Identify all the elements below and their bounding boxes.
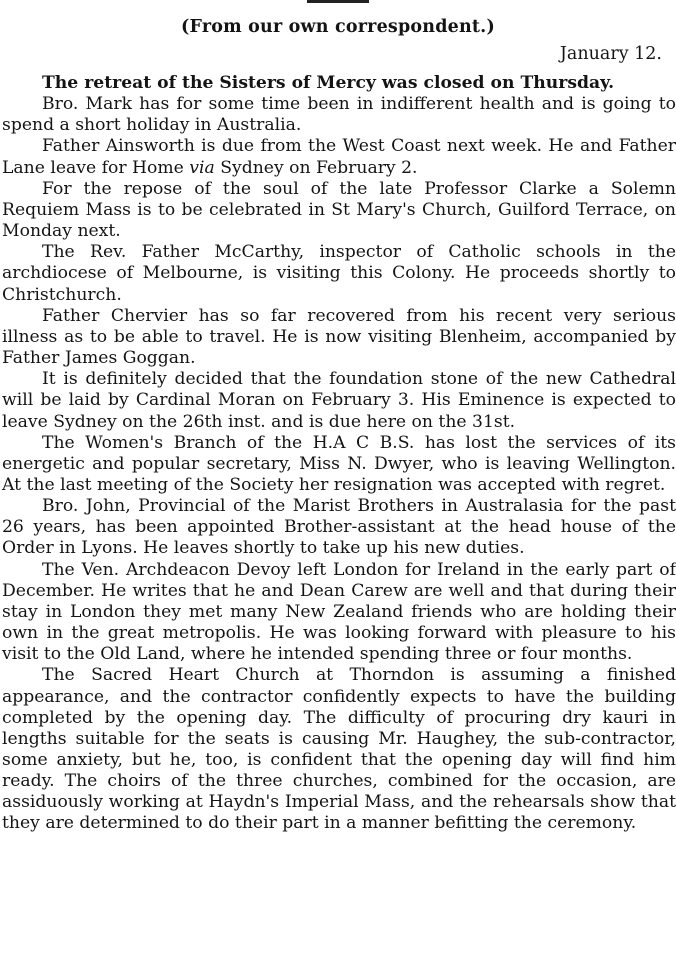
paragraph-womens-branch: The Women's Branch of the H.A C B.S. has lost the services of its energetic and popular secretary, Miss N. Dwyer, who is leaving Wellington. At the last meeting of the Society her resignation was accepted with regret. bbox=[2, 432, 676, 495]
paragraph-sacred-heart-church: The Sacred Heart Church at Thorndon is assuming a finished appearance, and the contractor confidently expects to have the building completed by the opening day. The difficulty of procuring dry kauri in lengths suitable for the seats is causing Mr. Haughey, the sub-contractor, some anxiety, but he, too, is confident that the opening day will find him ready. The choirs of the three churches, combined for the occasion, are assiduously working at Haydn's Imperial Mass, and the rehearsals show that they are determined to do their part in a manner befitting the ceremony. bbox=[2, 665, 676, 834]
paragraph-cathedral-stone: It is definitely decided that the foundation stone of the new Cathedral will be laid by Cardinal Moran on February 3. His Eminence is expected to leave Sydney on the 26th inst. and is due here on the 31st. bbox=[2, 369, 676, 432]
paragraph-retreat: The retreat of the Sisters of Mercy was closed on Thursday. bbox=[42, 73, 615, 93]
paragraph-requiem-mass: For the repose of the soul of the late Professor Clarke a Solemn Requiem Mass is to be celebrated in St Mary's Church, Guilford Terrace, on Monday next. bbox=[2, 178, 676, 242]
article-body bbox=[2, 73, 676, 835]
byline: (From our own correspondent.) bbox=[181, 17, 495, 37]
header-rule bbox=[307, 0, 369, 3]
paragraph-archdeacon-devoy: The Ven. Archdeacon Devoy left London for Ireland in the early part of December. He writes that he and Dean Carew are well and that during their stay in London they met many New Zealand friends who are holding their own in the great metropolis. He was looking forward with pleasure to his visit to the Old Land, where he intended spending three or four months. bbox=[2, 559, 676, 665]
dateline: January 12. bbox=[559, 44, 662, 64]
paragraph-bro-mark: Bro. Mark has for some time been in indifferent health and is going to spend a short holiday in Australia. bbox=[2, 94, 676, 136]
paragraph-bro-john: Bro. John, Provincial of the Marist Brothers in Australasia for the past 26 years, has been appointed Brother-assistant at the head house of the Order in Lyons. He leaves shortly to take up his new duties. bbox=[2, 496, 676, 559]
paragraph-father-ainsworth: Father Ainsworth is due from the West Coast next week. He and Father Lane leave for Home via Sydney on February 2. bbox=[2, 136, 676, 178]
paragraph-father-chervier: Father Chervier has so far recovered from his recent very serious illness as to be able to travel. He is now visiting Blenheim, accompanied by Father James Goggan. bbox=[2, 305, 676, 369]
paragraph-father-mccarthy: The Rev. Father McCarthy, inspector of Catholic schools in the archdiocese of Melbourne, is visiting this Colony. He proceeds shortly to Christchurch. bbox=[2, 242, 676, 305]
